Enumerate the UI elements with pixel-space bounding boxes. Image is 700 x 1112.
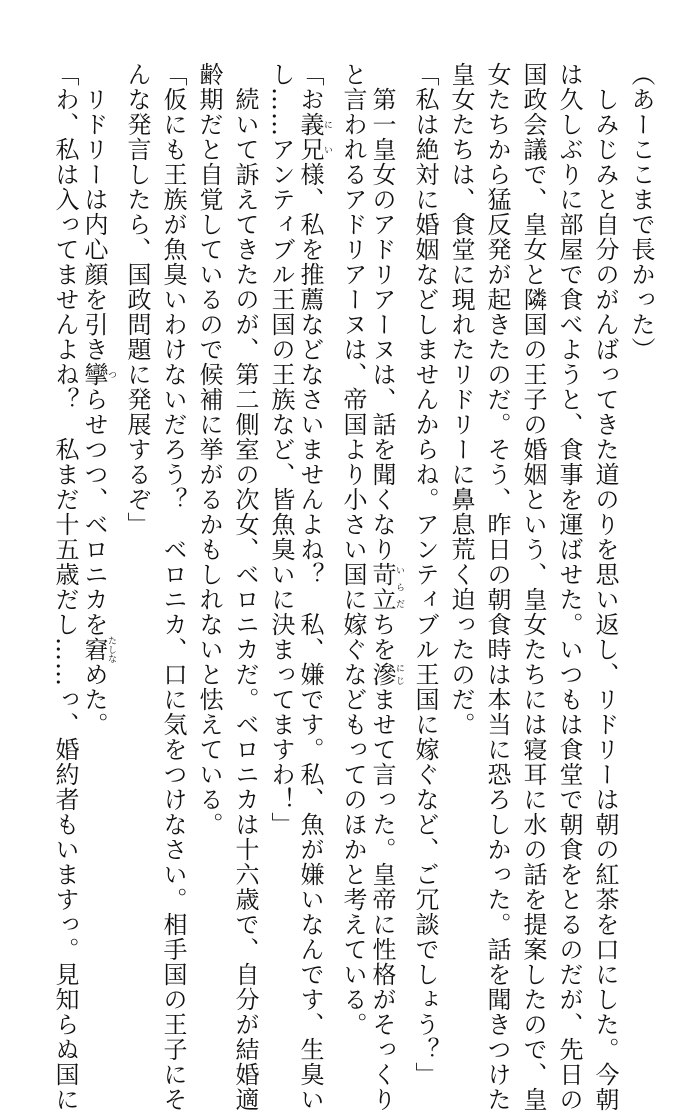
text-column: 「仮にも王族が魚臭いわけないだろう？ ベロニカ、口に気をつけなさい。相手国の王子にそ: [159, 62, 187, 1112]
text-column: 第一皇女のアドリアーヌは、話を聞くなり苛立いらだちを滲にじませて言った。皇帝に性格がそっくり: [368, 62, 404, 1112]
text-column: 女たちから猛反発が起きたのだ。そう、昨日の朝食時は本当に恐ろしかった。話を聞きつけた: [483, 62, 511, 1112]
furigana: 攣つ: [80, 362, 116, 387]
furigana: 滲にじ: [368, 662, 404, 687]
text-column: 「お義兄にい様、私を推薦などなさいませんよね？ 私、嫌です。私、魚が嫌いなんです、生臭い: [296, 62, 332, 1112]
text-column: 「わ、私は入ってませんよね？ 私まだ十五歳だし……っ、婚約者もいますっ。見知らぬ国に: [51, 62, 79, 1112]
text-column: しみじみと自分のがんばってきた道のりを思い返し、リドリーは朝の紅茶を口にした。今朝: [591, 62, 619, 1112]
text-column: 「私は絶対に婚姻などしませんからね。アンティブル王国に嫁ぐなど、ご冗談でしょう？」: [411, 62, 439, 1087]
text-column: と言われるアドリアーヌは、帝国より小さい国に嫁ぐなどもってのほかと考えている。: [339, 62, 367, 1037]
text-column: は久しぶりに部屋で食べようと、食事を運ばせた。いつもは食堂で朝食をとるのだが、先日の: [555, 62, 583, 1112]
text-column: んな発言したら、国政問題に発展するぞ」: [123, 62, 151, 537]
text-column: リドリーは内心顔を引き攣つらせつつ、ベロニカを窘たしなめた。: [80, 62, 116, 737]
text-column: 国政会議で、皇女と隣国の王子の婚姻という、皇女たちには寝耳に水の話を提案したので、皇: [519, 62, 547, 1112]
text-column: 皇女たちは、食堂に現れたリドリーに鼻息荒く迫ったのだ。: [447, 62, 475, 737]
text-column: 続いて訴えてきたのが、第二側室の次女、ベロニカだ。ベロニカは十六歳で、自分が結婚適: [231, 62, 259, 1112]
text-column: 齢期だと自覚しているので候補に挙がるかもしれないと怯えている。: [195, 62, 223, 837]
furigana: 窘たしな: [80, 636, 116, 663]
text-column: （あーここまで長かった）: [627, 62, 655, 362]
furigana: 苛立いらだ: [368, 562, 404, 612]
text-column: し……アンティブル王国の王族など、皆魚臭いに決まってますわ！」: [267, 62, 295, 837]
furigana: 義兄にい: [296, 112, 332, 162]
